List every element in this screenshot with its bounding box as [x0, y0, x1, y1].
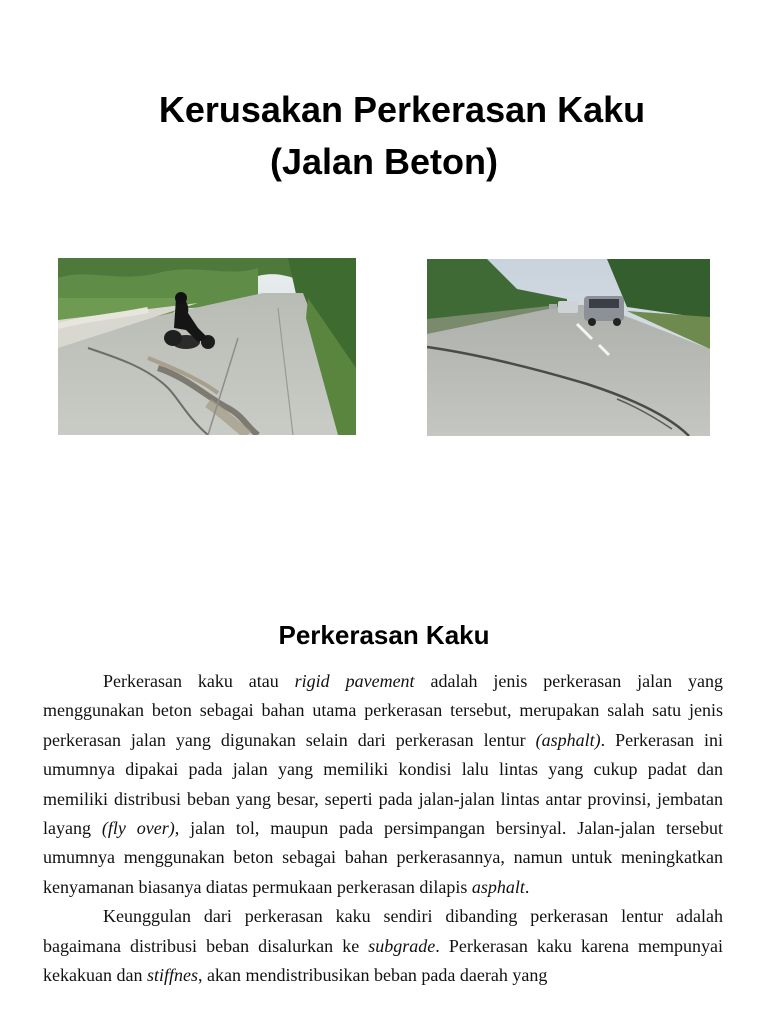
photo-cracked-concrete-road-motorcycle	[58, 258, 356, 435]
italic-term: rigid pavement	[294, 671, 415, 691]
text-run: , jalan tol, maupun pada persimpangan bersinyal. Jalan-jalan tersebut umumnya menggunakan beton sebagai bahan perkerasannya, namun untuk meningkatkan kenyamanan biasanya diatas permukaan perkerasan dilapis	[43, 818, 724, 897]
paragraph-2	[43, 902, 723, 990]
text-run: . Perkerasan ini umumnya dipakai pada jalan yang memiliki kondisi lalu lintas yang cukup padat dan memiliki distribusi beban yang besar, seperti pada jalan-jalan lintas antar provinsi, jembatan layang	[43, 729, 724, 839]
text-run: adalah jenis perkerasan jalan yang menggunakan beton sebagai bahan utama perkerasan tersebut, merupakan salah satu jenis perkerasan jalan yang digunakan selain dari perkerasan lentur	[43, 671, 723, 750]
text-run: , akan mendistribusikan beban pada daerah yang	[197, 965, 548, 986]
section-heading: Perkerasan Kaku	[278, 620, 490, 650]
text-run: .	[524, 876, 530, 897]
photo-cracked-concrete-highway	[427, 259, 710, 436]
text-run: Keunggulan dari perkerasan kaku sendiri dibanding perkerasan lentur adalah bagaimana distribusi beban disalurkan ke	[43, 906, 723, 956]
text-run: . Perkerasan kaku karena mempunyai kekakuan dan	[43, 935, 723, 986]
paragraph-1	[43, 667, 723, 902]
text-run: Perkerasan kaku atau	[103, 671, 295, 691]
italic-term: asphalt	[471, 876, 525, 897]
italic-term: stiffnes	[146, 965, 198, 986]
title-line-2: (Jalan Beton)	[269, 141, 499, 182]
italic-term: subgrade	[368, 935, 436, 956]
body-text	[43, 667, 723, 990]
italic-term: (asphalt)	[535, 729, 601, 750]
title-line-1: Kerusakan Perkerasan Kaku	[158, 89, 646, 130]
italic-term: (fly over)	[101, 818, 175, 839]
page-title	[0, 84, 768, 188]
